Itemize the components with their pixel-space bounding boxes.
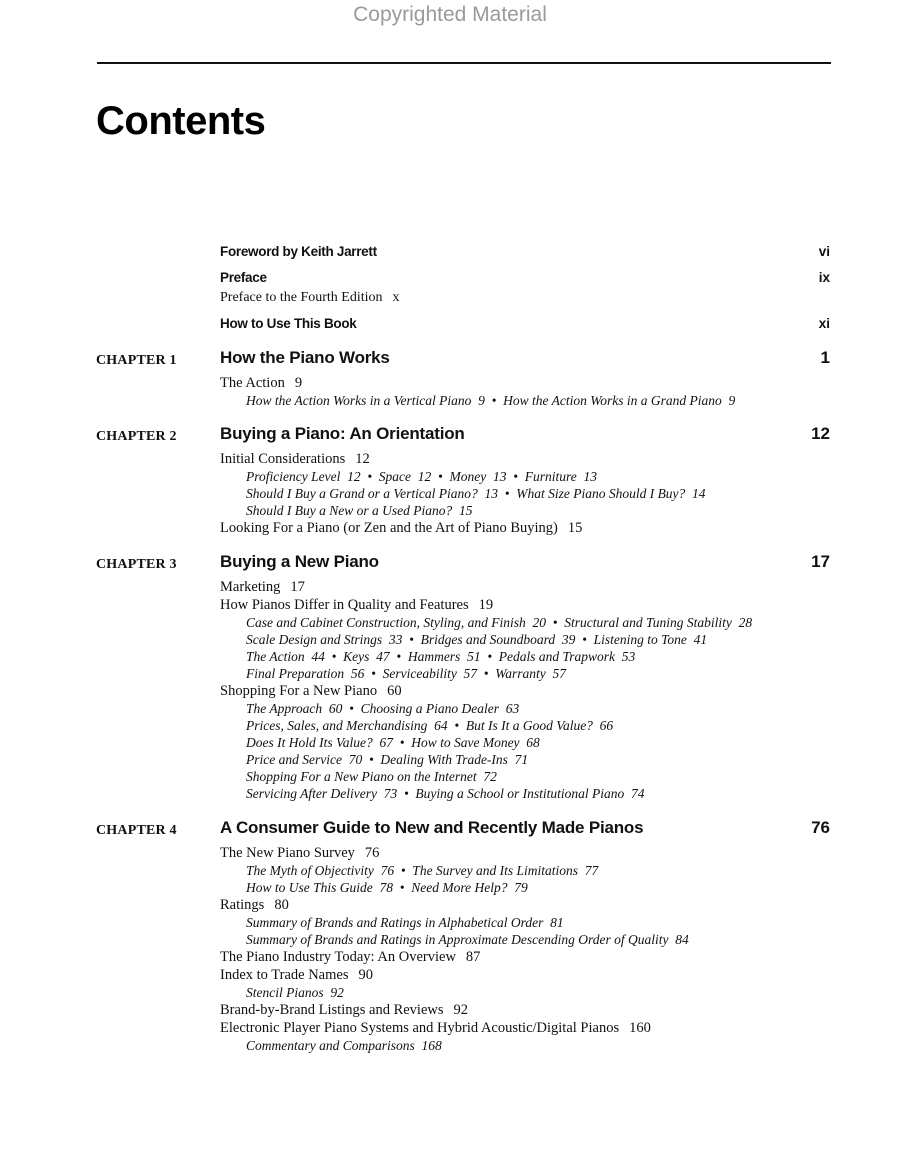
front-entry-label: Preface xyxy=(220,270,267,285)
chapter-heading[interactable] xyxy=(0,424,900,450)
subsection-line[interactable]: Commentary and Comparisons 168 xyxy=(246,1038,442,1053)
section-label: Electronic Player Piano Systems and Hybrid Acoustic/Digital Pianos xyxy=(220,1020,620,1036)
front-entry-page: ix xyxy=(818,270,830,285)
section-label: Brand-by-Brand Listings and Reviews xyxy=(220,1002,444,1018)
subsection-line[interactable]: Should I Buy a Grand or a Vertical Piano? 13 • What Size Piano Should I Buy? 14 xyxy=(246,486,706,501)
front-matter xyxy=(0,244,900,342)
section-entry[interactable] xyxy=(0,682,900,700)
section-label: The Action xyxy=(220,375,285,391)
chapter-number: CHAPTER 4 xyxy=(96,823,177,838)
chapter-title: How the Piano Works xyxy=(220,348,390,367)
subsection-line[interactable]: Final Preparation 56 • Serviceability 57 • Warranty 57 xyxy=(246,666,567,681)
subsection-line[interactable]: Summary of Brands and Ratings in Alphabetical Order 81 xyxy=(246,915,564,930)
section-label: The Piano Industry Today: An Overview xyxy=(220,949,456,965)
section-page: 90 xyxy=(358,967,373,983)
front-entry-page: vi xyxy=(818,244,830,259)
section-page: 17 xyxy=(290,579,305,595)
subsection-line[interactable]: Price and Service 70 • Dealing With Trade-Ins 71 xyxy=(246,752,529,767)
section-label: Shopping For a New Piano xyxy=(220,683,378,699)
section-page: 160 xyxy=(629,1020,651,1036)
section-page: 12 xyxy=(355,451,370,467)
chapter-heading[interactable] xyxy=(0,348,900,374)
subsection-line[interactable]: Stencil Pianos 92 xyxy=(246,985,344,1000)
chapter-2 xyxy=(0,424,900,537)
subsection-line[interactable]: How the Action Works in a Vertical Piano 9 • How the Action Works in a Grand Piano 9 xyxy=(246,393,736,408)
section-page: 76 xyxy=(364,845,380,861)
subsection-line[interactable]: How to Use This Guide 78 • Need More Help? 79 xyxy=(246,880,528,895)
section-label: How Pianos Differ in Quality and Features xyxy=(220,597,469,613)
section-label: The New Piano Survey xyxy=(220,845,355,861)
chapter-page: 1 xyxy=(820,348,830,367)
front-sub-label: Preface to the Fourth Edition xyxy=(220,290,383,305)
chapter-number: CHAPTER 2 xyxy=(96,429,177,444)
watermark: Copyrighted Material xyxy=(353,3,547,26)
subsection-line[interactable]: Scale Design and Strings 33 • Bridges and Soundboard 39 • Listening to Tone 41 xyxy=(246,632,708,647)
chapter-page: 12 xyxy=(811,424,830,443)
chapter-3 xyxy=(0,552,900,802)
section-page: 9 xyxy=(294,375,303,391)
section-entry[interactable] xyxy=(0,966,900,984)
subsection-line[interactable]: Shopping For a New Piano on the Internet 72 xyxy=(246,769,497,784)
section-page: 60 xyxy=(387,683,402,699)
section-entry[interactable] xyxy=(0,948,900,966)
section-page: 80 xyxy=(274,897,289,913)
subsection-line[interactable]: Case and Cabinet Construction, Styling, and Finish 20 • Structural and Tuning Stability 28 xyxy=(246,615,753,630)
subsection-line[interactable]: Servicing After Delivery 73 • Buying a School or Institutional Piano 74 xyxy=(246,786,645,801)
chapter-heading[interactable] xyxy=(0,818,900,844)
front-entry-preface-fourth[interactable] xyxy=(0,290,900,316)
chapter-page: 17 xyxy=(811,552,830,571)
section-entry[interactable] xyxy=(0,519,900,537)
section-label: Looking For a Piano (or Zen and the Art of Piano Buying) xyxy=(220,520,558,536)
section-page: 87 xyxy=(465,949,481,965)
section-page: 15 xyxy=(567,520,583,536)
subsection-line[interactable]: Should I Buy a New or a Used Piano? 15 xyxy=(246,503,473,518)
front-sub-page: x xyxy=(392,290,400,305)
front-entry-label: Foreword by Keith Jarrett xyxy=(220,244,377,259)
chapter-4 xyxy=(0,818,900,1054)
section-label: Index to Trade Names xyxy=(220,967,349,983)
front-entry-label: How to Use This Book xyxy=(220,316,357,331)
section-label: Ratings xyxy=(220,897,265,913)
front-entry-how-to-use[interactable] xyxy=(0,316,900,342)
section-entry[interactable] xyxy=(0,844,900,862)
top-rule xyxy=(97,62,831,64)
subsection-line[interactable]: Does It Hold Its Value? 67 • How to Save Money 68 xyxy=(246,735,540,750)
section-label: Marketing xyxy=(220,579,281,595)
chapter-heading[interactable] xyxy=(0,552,900,578)
subsection-line[interactable]: Prices, Sales, and Merchandising 64 • But Is It a Good Value? 66 xyxy=(246,718,614,733)
chapter-page: 76 xyxy=(811,818,830,837)
section-page: 92 xyxy=(453,1002,469,1018)
front-entry-foreword[interactable] xyxy=(0,244,900,270)
section-entry[interactable] xyxy=(0,596,900,614)
front-entry-page: xi xyxy=(818,316,830,331)
section-entry[interactable] xyxy=(0,1001,900,1019)
subsection-line[interactable]: Summary of Brands and Ratings in Approximate Descending Order of Quality 84 xyxy=(246,932,689,947)
section-entry[interactable] xyxy=(0,896,900,914)
chapter-number: CHAPTER 3 xyxy=(96,557,177,572)
chapter-title: A Consumer Guide to New and Recently Made Pianos xyxy=(220,818,644,837)
page-title: Contents xyxy=(96,99,266,143)
chapter-title: Buying a Piano: An Orientation xyxy=(220,424,465,443)
chapter-title: Buying a New Piano xyxy=(220,552,379,571)
section-page: 19 xyxy=(478,597,494,613)
section-entry[interactable] xyxy=(0,1019,900,1037)
subsection-line[interactable]: The Action 44 • Keys 47 • Hammers 51 • Pedals and Trapwork 53 xyxy=(246,649,636,664)
section-entry[interactable] xyxy=(0,374,900,392)
chapter-number: CHAPTER 1 xyxy=(96,353,177,368)
chapter-1 xyxy=(0,348,900,409)
section-label: Initial Considerations xyxy=(220,451,346,467)
subsection-line[interactable]: Proficiency Level 12 • Space 12 • Money 13 • Furniture 13 xyxy=(246,469,597,484)
section-entry[interactable] xyxy=(0,450,900,468)
front-entry-preface[interactable] xyxy=(0,270,900,290)
section-entry[interactable] xyxy=(0,578,900,596)
subsection-line[interactable]: The Myth of Objectivity 76 • The Survey and Its Limitations 77 xyxy=(246,863,599,878)
subsection-line[interactable]: The Approach 60 • Choosing a Piano Dealer 63 xyxy=(246,701,520,716)
